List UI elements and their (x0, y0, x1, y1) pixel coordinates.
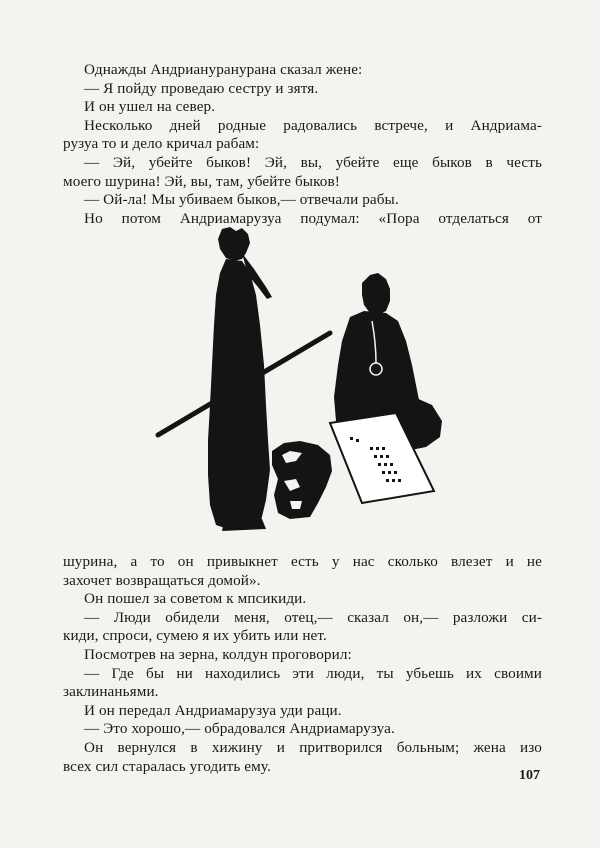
text-line: — Люди обидели меня, отец,— сказал он,— разложи си- (84, 608, 542, 626)
text-line: Однажды Андриануранурана сказал жене: (84, 61, 363, 78)
text-line: киди, спроси, сумею я их убить или нет. (63, 627, 327, 645)
text-line: — Это хорошо,— обрадовался Андриамарузуа. (84, 720, 395, 738)
text-line: захочет возвращаться домой». (63, 571, 261, 589)
text-line: шурина, а то он привыкнет есть у нас сколько влезет и не (63, 553, 542, 570)
text-line: рузуа то и дело кричал рабам: (63, 135, 260, 153)
text-line: всех сил старалась угодить ему. (63, 757, 271, 775)
standing-figure-silhouette (208, 227, 272, 531)
text-line: — Эй, убейте быков! Эй, вы, убейте еще быков в честь (84, 153, 542, 171)
text-line: заклинаньями. (63, 683, 159, 701)
text-line: Он пошел за советом к мпсикиди. (84, 590, 307, 608)
text-line: Посмотрев на зерна, колдун проговорил: (84, 645, 352, 663)
text-block-top (63, 61, 542, 228)
text-line: — Где бы ни находились эти люди, ты убьешь их своими (84, 664, 542, 682)
text-line: Несколько дней родные радовались встрече, и Андриама- (84, 116, 542, 134)
text-line: моего шурина! Эй, вы, там, убейте быков! (63, 172, 340, 190)
basket-silhouette (272, 441, 332, 519)
text-line: Он вернулся в хижину и притворился больным; жена изо (84, 738, 542, 756)
illustration-two-figures (150, 225, 450, 535)
text-line: И он ушел на север. (84, 98, 216, 116)
text-line: И он передал Андриамарузуа уди раци. (84, 701, 342, 719)
text-line: — Я пойду проведаю сестру и зятя. (84, 79, 319, 97)
text-line: Но потом Андриамарузуа подумал: «Пора отделаться от (84, 209, 542, 227)
text-block-bottom (63, 553, 542, 776)
text-line: — Ой-ла! Мы убиваем быков,— отвечали рабы. (84, 191, 399, 209)
page-number: 107 (519, 768, 540, 783)
